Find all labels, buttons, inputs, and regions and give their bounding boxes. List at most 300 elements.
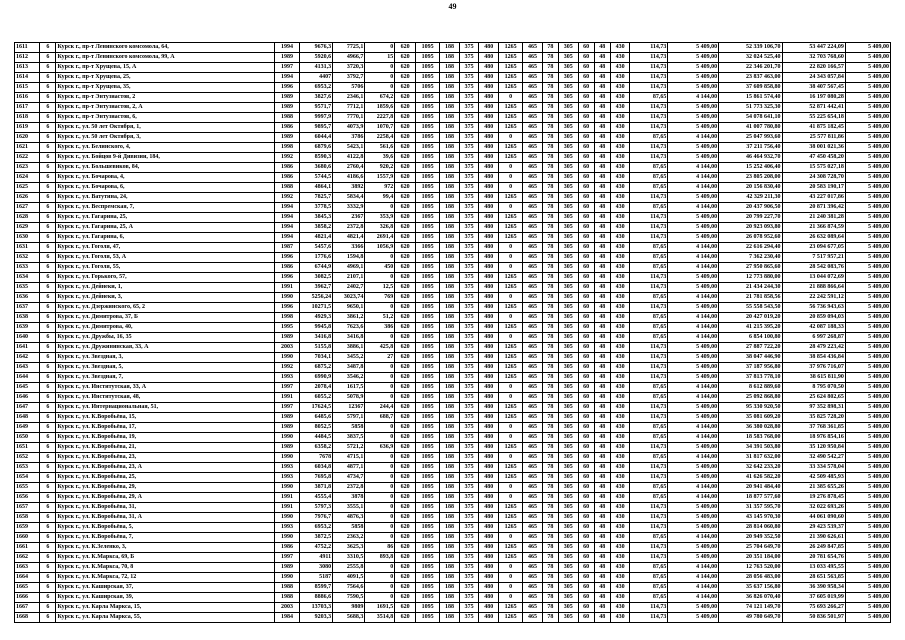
table-cell: 114,73 xyxy=(630,273,668,283)
table-cell: 5256,24 xyxy=(299,293,332,303)
table-cell: 305 xyxy=(558,283,578,293)
table-cell: 87,65 xyxy=(630,133,668,143)
table-cell: 114,73 xyxy=(630,473,668,483)
table-cell: 465 xyxy=(523,423,543,433)
table-row xyxy=(15,583,891,593)
table-cell: 78 xyxy=(542,403,558,413)
table-cell: 465 xyxy=(523,373,543,383)
table-cell: 188 xyxy=(440,203,460,213)
table-cell: 5 409,00 xyxy=(668,353,719,363)
table-cell: 5 409,00 xyxy=(845,103,890,113)
table-cell: 60 xyxy=(578,203,594,213)
table-cell: 37 768 361,85 xyxy=(782,423,845,433)
table-cell: 430 xyxy=(610,553,630,563)
table-cell: 1095 xyxy=(416,53,440,63)
table-cell: 15 861 574,40 xyxy=(719,93,782,103)
table-cell: 1095 xyxy=(416,113,440,123)
table-cell: 114,73 xyxy=(630,223,668,233)
table-cell: 1986 xyxy=(275,543,299,553)
table-cell: 48 xyxy=(594,53,610,63)
table-cell: 1265 xyxy=(499,43,523,53)
table-cell: 305 xyxy=(558,213,578,223)
table-cell: 1265 xyxy=(499,343,523,353)
table-cell: 305 xyxy=(558,443,578,453)
table-row xyxy=(15,593,891,603)
table-cell: 16 197 080,28 xyxy=(782,93,845,103)
table-cell: 1265 xyxy=(499,73,523,83)
table-cell: 305 xyxy=(558,53,578,63)
table-cell: 375 xyxy=(459,463,479,473)
table-cell: 6 xyxy=(40,603,56,613)
table-cell: 430 xyxy=(610,163,630,173)
table-cell: 480 xyxy=(479,173,499,183)
table-row xyxy=(15,553,891,563)
table-cell: 24 343 057,84 xyxy=(782,73,845,83)
table-cell: 620 xyxy=(395,423,416,433)
table-cell: 5 409,00 xyxy=(845,233,890,243)
table-cell: 188 xyxy=(440,43,460,53)
table-cell: 78 xyxy=(542,553,558,563)
table-cell: 5920,6 xyxy=(299,53,332,63)
table-cell: 1993 xyxy=(275,473,299,483)
table-cell: 78 xyxy=(542,113,558,123)
table-cell: 430 xyxy=(610,233,630,243)
table-cell: 35 120 950,84 xyxy=(782,443,845,453)
table-cell: 188 xyxy=(440,283,460,293)
table-cell: 1095 xyxy=(416,173,440,183)
table-row xyxy=(15,303,891,313)
table-cell: 4734,7 xyxy=(333,473,365,483)
table-cell: 375 xyxy=(459,173,479,183)
table-cell: 375 xyxy=(459,243,479,253)
table-cell: 78 xyxy=(542,233,558,243)
table-cell: 305 xyxy=(558,363,578,373)
table-cell: 60 xyxy=(578,283,594,293)
table-cell: 78 xyxy=(542,323,558,333)
table-row xyxy=(15,123,891,133)
table-cell: 620 xyxy=(395,203,416,213)
table-cell: 430 xyxy=(610,573,630,583)
table-cell: 620 xyxy=(395,153,416,163)
table-cell: Курск г., ул. К.Маркса, 69, Б xyxy=(56,553,275,563)
table-cell: 6 xyxy=(40,193,56,203)
table-cell: 430 xyxy=(610,543,630,553)
table-cell: 78 xyxy=(542,463,558,473)
table-cell: 4929,3 xyxy=(299,313,332,323)
table-cell: 4 144,00 xyxy=(668,203,719,213)
table-cell: 5 409,00 xyxy=(668,153,719,163)
table-cell: Курск г., ул. К.Воробьёва, 23, xyxy=(56,453,275,463)
table-cell: 188 xyxy=(440,383,460,393)
table-cell: 51,2 xyxy=(365,313,395,323)
table-cell: 78 xyxy=(542,473,558,483)
table-cell: 26 632 089,64 xyxy=(782,233,845,243)
table-cell: 33 334 578,04 xyxy=(782,463,845,473)
table-cell: 6 xyxy=(40,113,56,123)
table-cell: 430 xyxy=(610,433,630,443)
table-cell: 42 087 188,33 xyxy=(782,323,845,333)
table-cell: 60 xyxy=(578,153,594,163)
table-cell: 13 033 495,55 xyxy=(782,563,845,573)
table-cell: 5187 xyxy=(299,573,332,583)
table-cell: 1095 xyxy=(416,333,440,343)
table-cell: 188 xyxy=(440,503,460,513)
table-cell: 36 380 028,80 xyxy=(719,423,782,433)
table-cell: 5 409,00 xyxy=(845,93,890,103)
table-cell: 465 xyxy=(523,573,543,583)
table-cell: 0 xyxy=(365,423,395,433)
table-cell: 0 xyxy=(365,83,395,93)
table-cell: 1095 xyxy=(416,533,440,543)
table-cell: 87,65 xyxy=(630,93,668,103)
table-cell: 53 447 224,09 xyxy=(782,43,845,53)
table-cell: 78 xyxy=(542,213,558,223)
table-cell: 87,65 xyxy=(630,423,668,433)
table-cell: 42 329 211,30 xyxy=(719,193,782,203)
table-cell: 1668 xyxy=(15,613,40,623)
table-cell: 60 xyxy=(578,573,594,583)
table-cell: 4 144,00 xyxy=(668,573,719,583)
table-row xyxy=(15,333,891,343)
table-cell: 48 xyxy=(594,473,610,483)
table-cell: 5 409,00 xyxy=(845,543,890,553)
table-cell: 620 xyxy=(395,593,416,603)
table-cell: 1056,9 xyxy=(365,243,395,253)
table-cell: 305 xyxy=(558,233,578,243)
table-cell: 6 xyxy=(40,573,56,583)
table-cell: 6 xyxy=(40,553,56,563)
table-cell: Курск г., ул. К.Воробьёва, 29, xyxy=(56,483,275,493)
table-cell: 97 352 898,31 xyxy=(782,403,845,413)
table-cell: 305 xyxy=(558,383,578,393)
table-cell: 1996 xyxy=(275,303,299,313)
table-cell: 1994 xyxy=(275,203,299,213)
table-cell: 8599,7 xyxy=(299,583,332,593)
table-cell: 430 xyxy=(610,603,630,613)
table-cell: 60 xyxy=(578,403,594,413)
table-cell: 52 339 106,70 xyxy=(719,43,782,53)
table-cell: 620 xyxy=(395,503,416,513)
table-cell: 3872,5 xyxy=(299,533,332,543)
table-cell: 4 144,00 xyxy=(668,253,719,263)
table-cell: 87,65 xyxy=(630,163,668,173)
table-cell: 78 xyxy=(542,513,558,523)
table-cell: 620 xyxy=(395,223,416,233)
table-cell: 375 xyxy=(459,433,479,443)
table-cell: 430 xyxy=(610,363,630,373)
table-cell: 6 xyxy=(40,63,56,73)
table-cell: 305 xyxy=(558,253,578,263)
table-cell: 188 xyxy=(440,303,460,313)
table-cell: 674,2 xyxy=(365,93,395,103)
table-cell: 4122,8 xyxy=(333,153,365,163)
table-cell: 1095 xyxy=(416,243,440,253)
table-cell: 23 805 208,00 xyxy=(719,173,782,183)
table-cell: 4 144,00 xyxy=(668,313,719,323)
table-cell: 430 xyxy=(610,593,630,603)
table-cell: 1095 xyxy=(416,553,440,563)
table-cell: 620 xyxy=(395,533,416,543)
table-cell: 12,5 xyxy=(365,283,395,293)
table-row xyxy=(15,263,891,273)
table-cell: 188 xyxy=(440,363,460,373)
table-cell: 0 xyxy=(499,393,523,403)
table-cell: 48 xyxy=(594,233,610,243)
table-cell: 0 xyxy=(499,243,523,253)
table-cell: 375 xyxy=(459,183,479,193)
table-cell: 20 923 093,80 xyxy=(719,223,782,233)
table-cell: Курск г., ул. Дружбы, 16, 35 xyxy=(56,333,275,343)
table-cell: 60 xyxy=(578,343,594,353)
table-cell: 1265 xyxy=(499,553,523,563)
table-cell: 450 xyxy=(365,263,395,273)
table-cell: 893,8 xyxy=(365,553,395,563)
table-cell: 375 xyxy=(459,223,479,233)
table-cell: 0 xyxy=(499,203,523,213)
table-cell: 4 144,00 xyxy=(668,133,719,143)
table-cell: 1643 xyxy=(15,363,40,373)
table-cell: 430 xyxy=(610,353,630,363)
table-cell: 305 xyxy=(558,333,578,343)
table-cell: 5 409,00 xyxy=(668,363,719,373)
table-cell: 305 xyxy=(558,173,578,183)
table-cell: 620 xyxy=(395,193,416,203)
table-cell: 620 xyxy=(395,333,416,343)
table-cell: 465 xyxy=(523,253,543,263)
table-cell: 1095 xyxy=(416,183,440,193)
table-cell: 6 xyxy=(40,503,56,513)
table-cell: 60 xyxy=(578,173,594,183)
table-cell: 87,65 xyxy=(630,593,668,603)
table-cell: 1265 xyxy=(499,223,523,233)
table-cell: 430 xyxy=(610,423,630,433)
table-cell: 4 144,00 xyxy=(668,563,719,573)
table-cell: 28 542 083,76 xyxy=(782,263,845,273)
table-cell: 78 xyxy=(542,573,558,583)
table-cell: 430 xyxy=(610,133,630,143)
table-cell: 7590,5 xyxy=(333,593,365,603)
table-cell: 305 xyxy=(558,93,578,103)
table-cell: 430 xyxy=(610,53,630,63)
table-cell: 114,73 xyxy=(630,43,668,53)
table-cell: Курск г., ул. К.Воробьёва, 15, xyxy=(56,413,275,423)
table-cell: 1992 xyxy=(275,153,299,163)
table-row xyxy=(15,103,891,113)
table-cell: 1095 xyxy=(416,443,440,453)
table-cell: 78 xyxy=(542,103,558,113)
table-cell: 305 xyxy=(558,563,578,573)
table-cell: 480 xyxy=(479,73,499,83)
table-cell: 465 xyxy=(523,523,543,533)
table-cell: 48 xyxy=(594,93,610,103)
table-cell: 2003 xyxy=(275,603,299,613)
table-cell: 52 871 442,41 xyxy=(782,103,845,113)
table-cell: 375 xyxy=(459,383,479,393)
table-cell: 1990 xyxy=(275,513,299,523)
table-cell: 465 xyxy=(523,493,543,503)
table-cell: 465 xyxy=(523,143,543,153)
table-cell: 188 xyxy=(440,433,460,443)
table-cell: 375 xyxy=(459,523,479,533)
table-cell: 6 xyxy=(40,583,56,593)
table-row xyxy=(15,93,891,103)
table-cell: 6034,8 xyxy=(299,463,332,473)
table-cell: Курск г., ул. Гоголя, 55, xyxy=(56,263,275,273)
table-cell: 305 xyxy=(558,473,578,483)
table-cell: 8 795 070,50 xyxy=(782,383,845,393)
table-cell: 480 xyxy=(479,333,499,343)
table-cell: 480 xyxy=(479,123,499,133)
table-cell: 1095 xyxy=(416,213,440,223)
table-cell: 480 xyxy=(479,523,499,533)
table-cell: 1095 xyxy=(416,483,440,493)
table-cell: 1649 xyxy=(15,423,40,433)
table-cell: 620 xyxy=(395,613,416,623)
table-cell: 480 xyxy=(479,313,499,323)
table-cell: 32 703 768,60 xyxy=(782,53,845,63)
table-cell: 465 xyxy=(523,213,543,223)
table-cell: 1095 xyxy=(416,433,440,443)
table-cell: 1265 xyxy=(499,603,523,613)
table-cell: 6 xyxy=(40,353,56,363)
table-cell: 188 xyxy=(440,73,460,83)
table-cell: 1640 xyxy=(15,333,40,343)
table-cell: 1265 xyxy=(499,443,523,453)
table-cell: 18 976 854,16 xyxy=(782,433,845,443)
table-cell: 6 xyxy=(40,383,56,393)
table-cell: 480 xyxy=(479,93,499,103)
table-cell: 480 xyxy=(479,243,499,253)
table-cell: 23 094 677,05 xyxy=(782,243,845,253)
table-cell: 1654 xyxy=(15,473,40,483)
table-cell: 430 xyxy=(610,313,630,323)
table-cell: 1095 xyxy=(416,423,440,433)
table-cell: 188 xyxy=(440,483,460,493)
table-cell: 5 409,00 xyxy=(845,363,890,373)
table-cell: 480 xyxy=(479,113,499,123)
table-cell: 688,7 xyxy=(365,413,395,423)
table-cell: 188 xyxy=(440,413,460,423)
table-cell: 620 xyxy=(395,483,416,493)
table-cell: 5 409,00 xyxy=(668,403,719,413)
table-cell: 1991 xyxy=(275,503,299,513)
table-cell: 480 xyxy=(479,193,499,203)
table-row xyxy=(15,503,891,513)
table-cell: 46 464 932,70 xyxy=(719,153,782,163)
table-cell: 0 xyxy=(365,253,395,263)
table-cell: 305 xyxy=(558,43,578,53)
table-cell: 48 xyxy=(594,493,610,503)
table-cell: 430 xyxy=(610,293,630,303)
table-cell: 1996 xyxy=(275,83,299,93)
table-cell: 38 001 021,36 xyxy=(782,143,845,153)
table-cell: 188 xyxy=(440,293,460,303)
table-cell: 375 xyxy=(459,543,479,553)
table-cell: 1621 xyxy=(15,143,40,153)
table-cell: 0 xyxy=(365,273,395,283)
table-cell: 1644 xyxy=(15,373,40,383)
table-cell: 6 xyxy=(40,483,56,493)
table-cell: 25 577 811,86 xyxy=(782,133,845,143)
table-cell: 480 xyxy=(479,363,499,373)
table-cell: 4715,1 xyxy=(333,453,365,463)
table-cell: 9895,7 xyxy=(299,123,332,133)
table-cell: 114,73 xyxy=(630,413,668,423)
table-cell: 375 xyxy=(459,163,479,173)
table-cell: Курск г., ул. Димитрова, 40, xyxy=(56,323,275,333)
table-row xyxy=(15,183,891,193)
table-cell: 114,73 xyxy=(630,363,668,373)
table-cell: 5 409,00 xyxy=(845,403,890,413)
table-cell: 60 xyxy=(578,353,594,363)
table-cell: 6744,9 xyxy=(299,263,332,273)
table-cell: 5 409,00 xyxy=(845,113,890,123)
table-cell: 48 xyxy=(594,83,610,93)
table-cell: 480 xyxy=(479,463,499,473)
table-cell: 2372,8 xyxy=(333,483,365,493)
table-cell: 375 xyxy=(459,143,479,153)
table-cell: 1617,5 xyxy=(333,383,365,393)
table-cell: 4911 xyxy=(299,553,332,563)
table-cell: 37 605 019,99 xyxy=(782,593,845,603)
table-cell: 48 xyxy=(594,173,610,183)
table-cell: 38 854 436,84 xyxy=(782,353,845,363)
table-cell: 188 xyxy=(440,153,460,163)
table-cell: 6 xyxy=(40,153,56,163)
table-cell: 36 390 958,34 xyxy=(782,583,845,593)
table-cell: 6 xyxy=(40,43,56,53)
table-cell: 5 409,00 xyxy=(668,413,719,423)
table-cell: 305 xyxy=(558,313,578,323)
table-cell: 0 xyxy=(365,503,395,513)
table-cell: 6 xyxy=(40,83,56,93)
table-cell: 305 xyxy=(558,73,578,83)
table-cell: 1986 xyxy=(275,163,299,173)
table-cell: 620 xyxy=(395,543,416,553)
table-cell: 78 xyxy=(542,123,558,133)
table-cell: 78 xyxy=(542,493,558,503)
table-cell: 1630 xyxy=(15,233,40,243)
table-cell: 430 xyxy=(610,373,630,383)
table-cell: 620 xyxy=(395,523,416,533)
table-cell: 6953,2 xyxy=(299,83,332,93)
table-cell: Курск г., ул. Горького, 57, xyxy=(56,273,275,283)
table-cell: 3778,5 xyxy=(299,203,332,213)
table-cell: 114,73 xyxy=(630,73,668,83)
table-cell: Курск г., ул. Каширская, 37, xyxy=(56,583,275,593)
table-row xyxy=(15,63,891,73)
table-cell: 3366 xyxy=(333,243,365,253)
table-cell: 305 xyxy=(558,303,578,313)
table-cell: 425,8 xyxy=(365,343,395,353)
table-row xyxy=(15,543,891,553)
table-cell: 87,65 xyxy=(630,333,668,343)
table-cell: 5 409,00 xyxy=(845,353,890,363)
table-cell: 480 xyxy=(479,493,499,503)
table-cell: 620 xyxy=(395,243,416,253)
table-cell: 60 xyxy=(578,563,594,573)
table-cell: 1989 xyxy=(275,443,299,453)
table-cell: 5 409,00 xyxy=(845,213,890,223)
table-cell: 6 xyxy=(40,413,56,423)
table-cell: 1557,9 xyxy=(365,173,395,183)
table-cell: 1612 xyxy=(15,53,40,63)
table-cell: 430 xyxy=(610,83,630,93)
table-cell: 5 409,00 xyxy=(668,523,719,533)
table-cell: 1992 xyxy=(275,363,299,373)
table-cell: 87,65 xyxy=(630,243,668,253)
table-cell: 6 xyxy=(40,213,56,223)
